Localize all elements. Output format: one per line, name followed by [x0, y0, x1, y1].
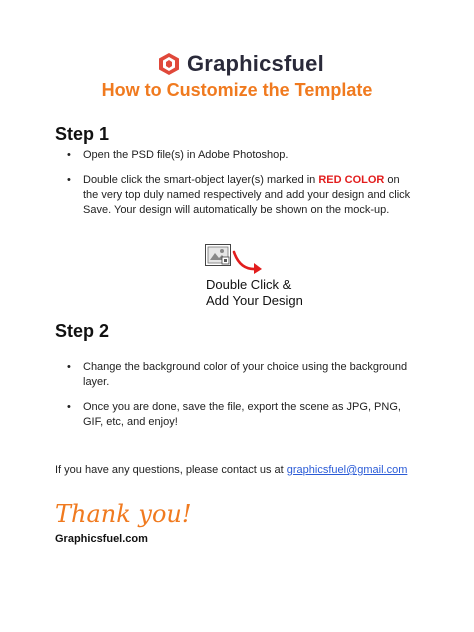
instruction-line-2: Add Your Design [206, 293, 303, 308]
curved-arrow-icon [232, 248, 264, 276]
brand-name: Graphicsfuel [187, 51, 324, 76]
bullet-marker: • [67, 401, 71, 413]
website-footer: Graphicsfuel.com [55, 533, 148, 545]
bullet-text: Once you are done, save the file, export the scene as JPG, PNG, GIF, etc, and enjoy! [83, 401, 401, 428]
contact-line [55, 464, 407, 476]
bullet-text: Change the background color of your choice using the background layer. [83, 361, 408, 388]
step-1-heading: Step 1 [55, 124, 110, 144]
bullet-text-start: Double click the smart-object layer(s) marked in [83, 174, 319, 186]
bullet-text: Open the PSD file(s) in Adobe Photoshop. [83, 149, 289, 161]
bullet-marker: • [67, 149, 71, 161]
email-link[interactable]: graphicsfuel@gmail.com [286, 464, 408, 476]
step-1-bullet-2 [67, 173, 417, 218]
instruction-line-1: Double Click & [206, 277, 292, 292]
bullet-text [83, 173, 417, 218]
step-2-heading: Step 2 [55, 321, 110, 341]
red-color-highlight: RED COLOR [318, 174, 385, 186]
layer-thumbnail-icon [205, 244, 231, 266]
bullet-marker: • [67, 174, 71, 186]
step-2-bullet-2 [67, 400, 417, 430]
brand-logo [157, 50, 324, 78]
step-1-bullet-1 [67, 148, 417, 163]
thank-you-signature: Thank you! [55, 500, 192, 528]
step-2-bullet-1 [67, 360, 417, 390]
bullet-marker: • [67, 361, 71, 373]
page-title: How to Customize the Template [101, 80, 373, 100]
contact-text: If you have any questions, please contact us at [55, 464, 287, 476]
double-click-instruction [206, 277, 303, 309]
graphicsfuel-logo-icon [157, 52, 181, 76]
bullet-text-end: on the very top duly named respectively and add your design and click Save. Your design will automatically be shown on the mock-up. [83, 174, 411, 216]
